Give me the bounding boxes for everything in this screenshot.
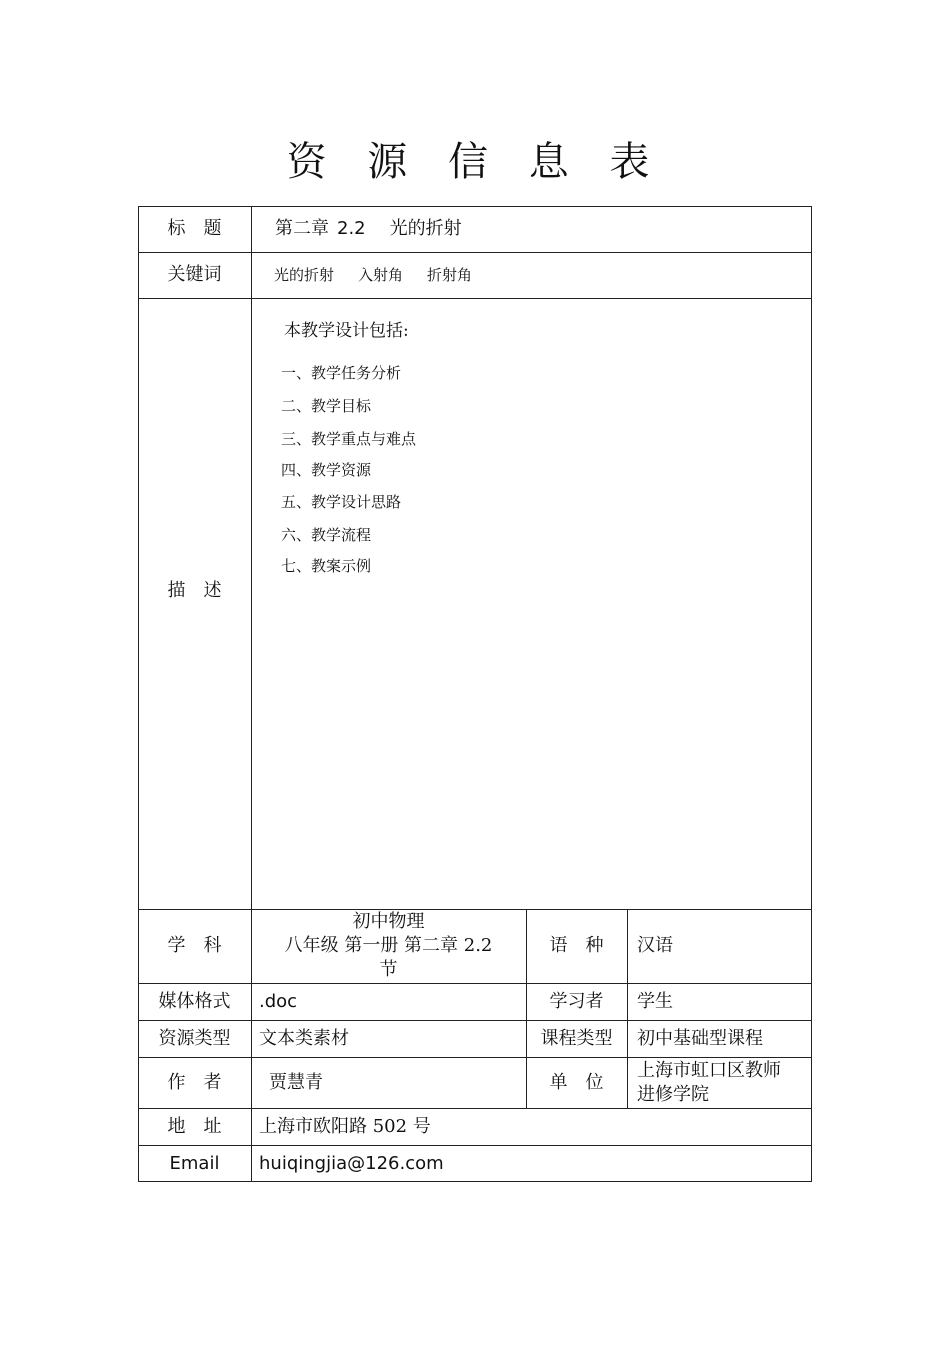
learner-value: 学生	[637, 990, 673, 1012]
description-intro: 本教学设计包括:	[284, 321, 409, 341]
keyword: 光的折射	[274, 266, 335, 284]
course-type-value: 初中基础型课程	[637, 1027, 763, 1049]
keyword: 折射角	[427, 266, 473, 284]
subject-label: 学 科	[167, 935, 222, 956]
unit-label: 单 位	[549, 1071, 604, 1093]
description-item: 六、教学流程	[281, 526, 372, 544]
description-item: 一、教学任务分析	[281, 364, 402, 382]
title-value-topic: 光的折射	[389, 218, 462, 239]
subject-value-line: 初中物理	[352, 911, 425, 932]
column-divider	[627, 909, 628, 1108]
keyword: 入射角	[358, 266, 404, 284]
title-value-number: 2.2	[337, 218, 366, 239]
description-label: 描 述	[167, 579, 222, 601]
author-value: 贾慧青	[269, 1071, 323, 1093]
description-item: 四、教学资源	[281, 461, 372, 479]
course-type-label: 课程类型	[540, 1027, 613, 1049]
title-value-chapter: 第二章	[275, 218, 329, 239]
title-label: 标 题	[167, 218, 222, 239]
keywords-label: 关键词	[167, 264, 222, 285]
author-label: 作 者	[167, 1071, 222, 1093]
page-title: 资 源 信 息 表	[286, 139, 664, 185]
description-item: 二、教学目标	[281, 397, 372, 415]
address-label: 地 址	[167, 1115, 222, 1137]
subject-value-line: 节	[379, 959, 398, 980]
learner-label: 学习者	[549, 990, 604, 1012]
subject-value	[251, 909, 526, 983]
email-value[interactable]: huiqingjia@126.com	[259, 1152, 444, 1174]
resource-type-label: 资源类型	[158, 1027, 231, 1049]
language-label: 语 种	[549, 935, 604, 956]
media-format-label: 媒体格式	[158, 990, 231, 1012]
media-format-value: .doc	[259, 990, 298, 1012]
email-label: Email	[169, 1152, 220, 1174]
unit-value-line: 进修学院	[637, 1083, 709, 1105]
description-item: 五、教学设计思路	[281, 493, 402, 511]
keywords-value	[274, 252, 774, 298]
description-item: 七、教案示例	[281, 557, 372, 575]
language-value: 汉语	[637, 935, 673, 956]
title-value	[275, 206, 775, 252]
address-value: 上海市欧阳路 502 号	[259, 1115, 431, 1137]
description-item: 三、教学重点与难点	[281, 430, 417, 448]
unit-value-line: 上海市虹口区教师	[637, 1059, 781, 1081]
subject-value-line: 八年级 第一册 第二章 2.2	[284, 935, 493, 956]
unit-value	[629, 1057, 812, 1108]
resource-type-value: 文本类素材	[259, 1027, 349, 1049]
